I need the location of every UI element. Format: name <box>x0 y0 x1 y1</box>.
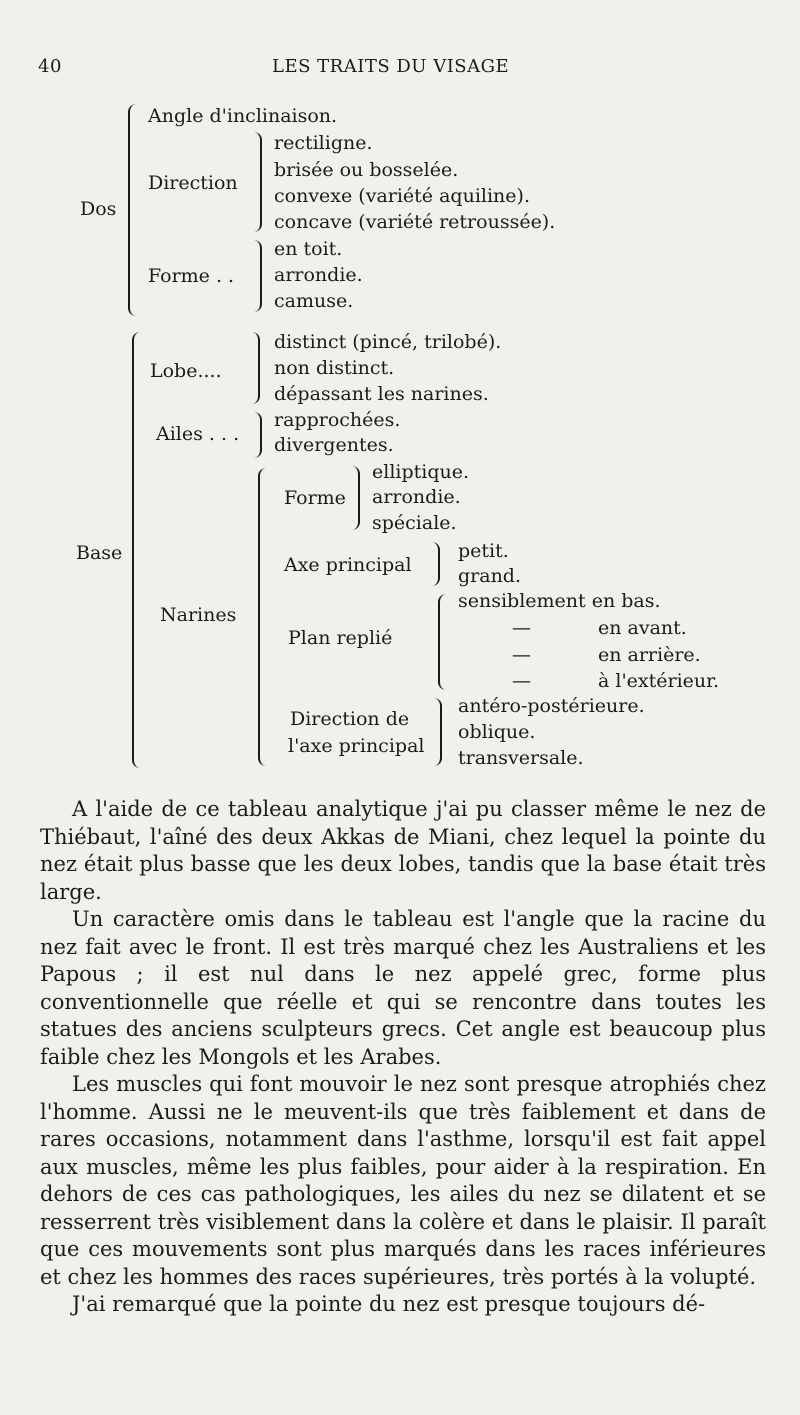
narines-direction-brace <box>432 698 442 766</box>
base-lobe-item: distinct (pincé, trilobé). <box>274 331 502 353</box>
narines-plan-dash: — <box>512 617 531 639</box>
dos-forme-item: en toit. <box>274 238 343 260</box>
narines-brace <box>258 468 270 766</box>
dos-direction-item: rectiligne. <box>274 132 373 154</box>
paragraph: J'ai remarqué que la pointe du nez est presque toujours dé- <box>72 1292 706 1316</box>
paragraph: A l'aide de ce tableau analytique j'ai pu classer même le nez de Thiébaut, l'aîné des deux Akkas de Miani, chez lequel la pointe du nez était plus basse que les deux lobes, tandis que la base était très large. <box>40 797 766 904</box>
narines-forme-brace <box>350 466 360 530</box>
paragraph: Les muscles qui font mouvoir le nez sont presque atrophiés chez l'homme. Aussi ne le meuvent-ils que très faiblement et dans de rares occasions, notamment dans l'asthme, lorsqu'il est fait appel aux muscles, même les plus faibles, pour aider à la respiration. En dehors de ces cas pathologiques, les ailes du nez se dilatent et se resserrent très visiblement dans la colère et dans le plaisir. Il paraît que ces mouvements sont plus marqués dans les races inférieures et chez les hommes des races supérieures, très portés à la volupté. <box>40 1072 766 1289</box>
dos-direction-item: concave (variété retroussée). <box>274 211 556 233</box>
narines-direction-label-1: Direction de <box>290 708 410 730</box>
dos-direction-item: convexe (variété aquiline). <box>274 185 530 207</box>
narines-direction-item: antéro-postérieure. <box>458 695 645 717</box>
narines-axe-item: grand. <box>458 565 522 587</box>
page-number: 40 <box>38 56 62 77</box>
narines-plan-dash: — <box>512 644 531 666</box>
narines-plan-dash: — <box>512 670 531 692</box>
base-label: Base <box>76 542 123 564</box>
narines-axe-brace <box>430 542 440 586</box>
dos-direction-item: brisée ou bosselée. <box>274 159 459 181</box>
base-ailes-label: Ailes . . . <box>156 423 240 445</box>
base-lobe-brace <box>250 332 260 404</box>
base-ailes-item: divergentes. <box>274 434 394 456</box>
dos-label: Dos <box>80 198 117 220</box>
base-brace <box>132 332 144 768</box>
narines-forme-item: arrondie. <box>372 486 461 508</box>
narines-label: Narines <box>160 604 237 626</box>
dos-forme-item: arrondie. <box>274 264 363 286</box>
narines-plan-label: Plan replié <box>288 627 393 649</box>
dos-forme-item: camuse. <box>274 290 354 312</box>
narines-axe-label: Axe principal <box>284 554 412 576</box>
base-lobe-item: non distinct. <box>274 357 395 379</box>
base-lobe-item: dépassant les narines. <box>274 383 489 405</box>
narines-forme-item: spéciale. <box>372 512 457 534</box>
narines-plan-first: sensiblement en bas. <box>458 590 661 612</box>
running-title: LES TRAITS DU VISAGE <box>272 56 510 77</box>
base-ailes-item: rapprochées. <box>274 409 401 431</box>
dos-forme-label: Forme . . <box>148 265 235 287</box>
narines-plan-item: à l'extérieur. <box>598 670 720 692</box>
dos-forme-brace <box>252 240 262 312</box>
narines-plan-item: en avant. <box>598 617 687 639</box>
dos-direction-brace <box>252 132 262 232</box>
dos-angle: Angle d'inclinaison. <box>148 105 338 127</box>
narines-forme-item: elliptique. <box>372 461 470 483</box>
narines-forme-label: Forme <box>284 487 346 509</box>
dos-direction-label: Direction <box>148 172 238 194</box>
narines-plan-brace <box>438 594 448 690</box>
base-ailes-brace <box>252 412 262 458</box>
narines-direction-item: oblique. <box>458 721 536 743</box>
body-text <box>40 796 766 1319</box>
dos-brace <box>128 104 140 316</box>
base-lobe-label: Lobe.... <box>150 360 222 382</box>
paragraph: Un caractère omis dans le tableau est l'angle que la racine du nez fait avec le front. Il est très marqué chez les Australiens et les Papous ; il est nul dans le nez appelé grec, forme plus conventionnelle que réelle et qui se rencontre dans toutes les statues des anciens sculpteurs grecs. Cet angle est beaucoup plus faible chez les Mongols et les Arabes. <box>40 907 766 1069</box>
narines-direction-item: transversale. <box>458 747 584 769</box>
narines-plan-item: en arrière. <box>598 644 701 666</box>
narines-axe-item: petit. <box>458 540 509 562</box>
narines-direction-label-2: l'axe principal <box>288 735 425 757</box>
